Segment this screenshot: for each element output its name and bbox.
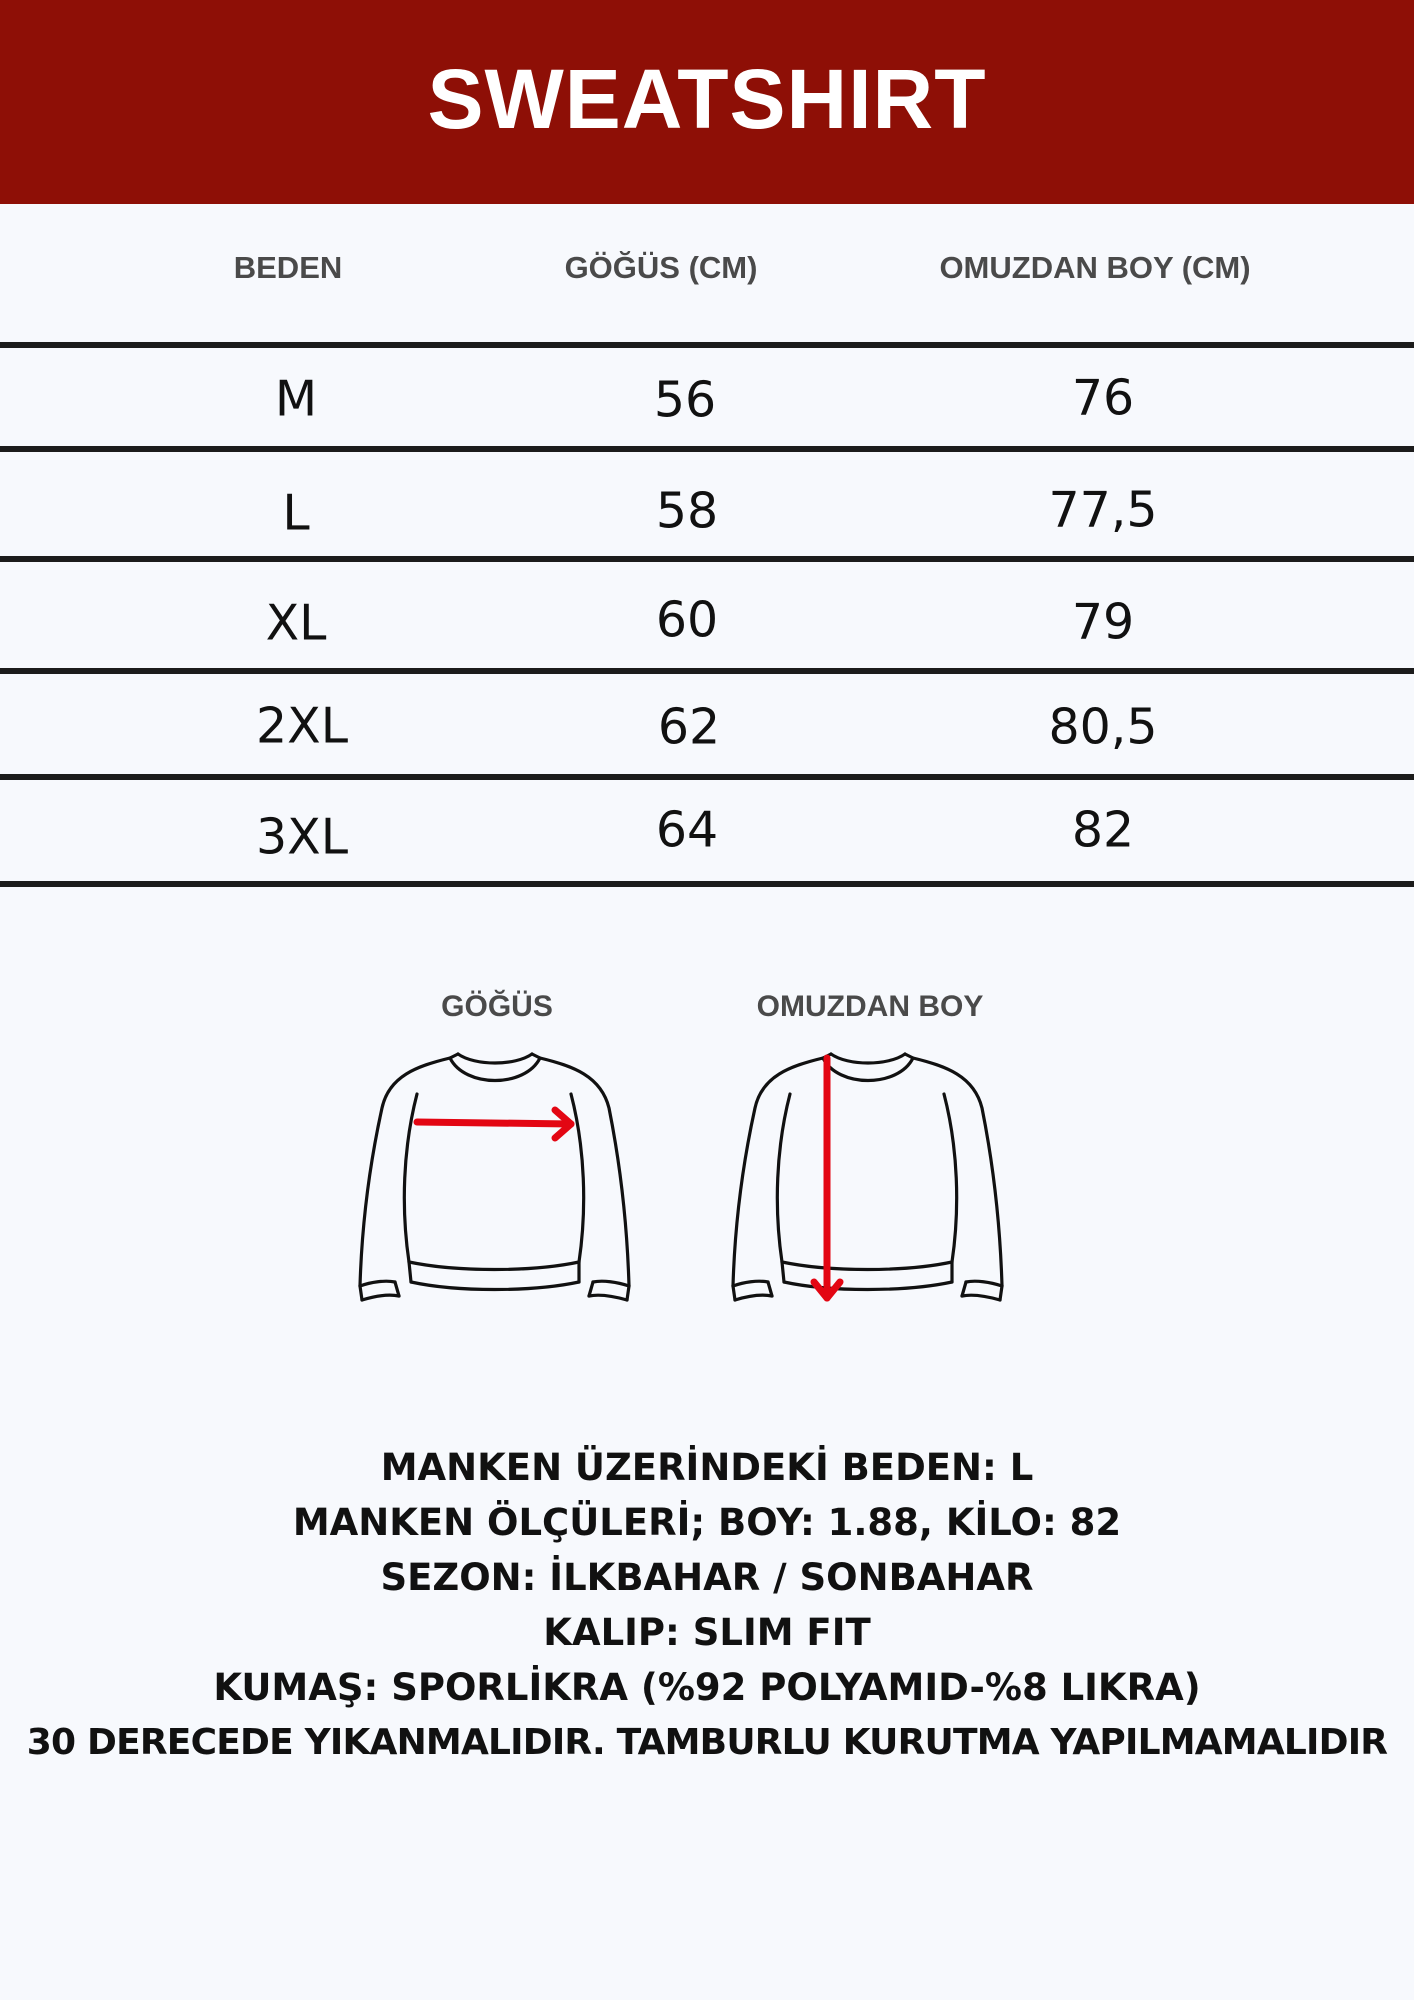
length-cell: 80,5 bbox=[1048, 698, 1158, 756]
table-divider bbox=[0, 342, 1414, 348]
chest-cell: 62 bbox=[657, 698, 721, 756]
chest-cell: 58 bbox=[655, 482, 719, 540]
length-cell: 79 bbox=[1071, 593, 1135, 651]
chest-cell: 64 bbox=[655, 801, 719, 859]
table-divider bbox=[0, 668, 1414, 674]
chest-cell: 56 bbox=[653, 371, 717, 429]
length-cell: 82 bbox=[1071, 801, 1135, 859]
header-banner bbox=[0, 0, 1414, 204]
fabric-line: KUMAŞ: SPORLİKRA (%92 POLYAMID-%8 LIKRA) bbox=[213, 1666, 1201, 1709]
size-cell: XL bbox=[265, 594, 327, 652]
model-size-line: MANKEN ÜZERİNDEKİ BEDEN: L bbox=[380, 1446, 1034, 1489]
table-divider bbox=[0, 881, 1414, 887]
length-cell: 77,5 bbox=[1048, 481, 1158, 539]
length-cell: 76 bbox=[1071, 369, 1135, 427]
column-header-length: OMUZDAN BOY (CM) bbox=[939, 250, 1251, 285]
sweatshirt-chest-icon bbox=[357, 1048, 637, 1310]
page-title: SWEATSHIRT bbox=[427, 51, 987, 146]
care-instructions-line: 30 DERECEDE YIKANMALIDIR. TAMBURLU KURUTMA YAPILMAMALIDIR bbox=[26, 1722, 1388, 1763]
length-diagram-label: OMUZDAN BOY bbox=[756, 990, 984, 1023]
sweatshirt-length-icon bbox=[730, 1048, 1010, 1310]
column-header-chest: GÖĞÜS (CM) bbox=[564, 250, 758, 285]
size-cell: 2XL bbox=[255, 697, 349, 755]
column-header-size: BEDEN bbox=[233, 250, 343, 285]
chest-cell: 60 bbox=[655, 591, 719, 649]
fit-line: KALIP: SLIM FIT bbox=[543, 1611, 871, 1654]
season-line: SEZON: İLKBAHAR / SONBAHAR bbox=[380, 1556, 1034, 1599]
size-cell: L bbox=[282, 484, 310, 542]
product-info bbox=[0, 1440, 1414, 1770]
size-cell: 3XL bbox=[255, 808, 349, 866]
size-cell: M bbox=[274, 370, 318, 428]
model-measurements-line: MANKEN ÖLÇÜLERİ; BOY: 1.88, KİLO: 82 bbox=[292, 1501, 1122, 1544]
table-divider bbox=[0, 774, 1414, 780]
chest-diagram-label: GÖĞÜS bbox=[441, 990, 553, 1023]
table-divider bbox=[0, 446, 1414, 452]
table-divider bbox=[0, 556, 1414, 562]
